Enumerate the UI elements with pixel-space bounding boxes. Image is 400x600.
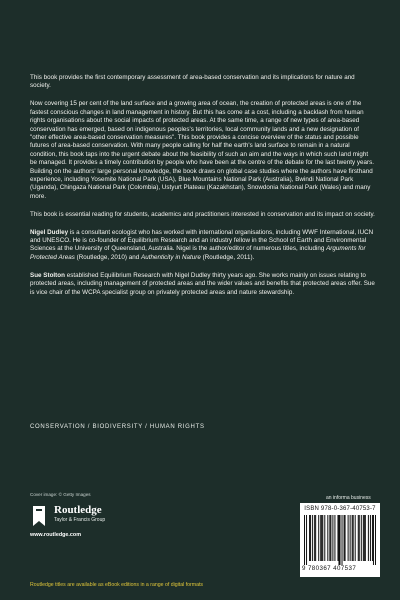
publisher-group: Taylor & Francis Group bbox=[54, 517, 106, 523]
barcode-bar bbox=[373, 515, 374, 565]
barcode-bar bbox=[365, 515, 366, 561]
isbn-label: ISBN 978-0-367-40753-7 bbox=[304, 506, 376, 512]
barcode-bar bbox=[370, 515, 371, 561]
barcode-bar bbox=[327, 515, 328, 561]
barcode-bar bbox=[348, 515, 349, 561]
publisher-name: Routledge bbox=[54, 504, 102, 516]
barcode-bar bbox=[318, 515, 319, 561]
barcode-bar bbox=[332, 515, 333, 561]
barcode-bar bbox=[330, 515, 331, 561]
barcode-bar bbox=[375, 515, 376, 565]
barcode-bar bbox=[309, 515, 310, 561]
barcode-bar bbox=[368, 515, 369, 561]
barcode-bar bbox=[344, 515, 345, 561]
barcode-bar bbox=[345, 515, 346, 561]
barcode-bar bbox=[355, 515, 356, 561]
barcode-bar bbox=[361, 515, 362, 561]
barcode-bar bbox=[363, 515, 364, 561]
barcode-bar bbox=[372, 515, 373, 561]
routledge-logo-icon bbox=[30, 505, 48, 527]
barcode-bar bbox=[359, 515, 360, 561]
barcode-bar bbox=[358, 515, 359, 561]
book-title: Arguments for Protected Areas bbox=[30, 245, 366, 261]
barcode-bar bbox=[352, 515, 353, 561]
barcode-bar bbox=[320, 515, 321, 561]
author-bio-dudley bbox=[30, 229, 376, 263]
barcode-bar bbox=[315, 515, 316, 561]
book-title: Authenticity in Nature bbox=[141, 253, 201, 261]
barcode-bar bbox=[364, 515, 365, 561]
author-bio-stolton bbox=[30, 272, 376, 297]
ebook-availability-note: Routledge titles are available as eBook editions in a range of digital formats bbox=[30, 582, 204, 588]
barcode-bar bbox=[353, 515, 354, 561]
bio-text: established Equilibrium Research with Nigel Dudley thirty years ago. She works mainly on issues relating to protected areas, including management of protected areas and the wider values and benefits that protected areas offer. Sue is vice chair of the WCPA specialist group on privately protected areas and nature stewardship. bbox=[30, 271, 375, 296]
barcode-bar bbox=[321, 515, 322, 561]
blurb-paragraph-main: Now covering 15 per cent of the land surface and a growing area of ocean, the creation of protected areas is one of the fastest conscious changes in land management in history. But this has come at a cost, including a backlash from human rights organisations about the social impacts of protected areas. At the same time, a range of new types of area-based conservation has emerged, based on indigenous peoples's territories, local community lands and a new designation of "other effective area-based conservation measures". This book provides a concise overview of the status and possible futures of area-based conservation. With many people calling for half the earth's land surface to remain in a natural condition, this book taps into the urgent debate about the feasibility of such an aim and the ways in which such land might be managed. It provides a timely contribution by people who have been at the centre of the debate for the last twenty years. Building on the authors' large personal knowledge, the book draws on global case studies where the authors have firsthand experience, including Yosemite National Park (USA), Blue Mountains National Park (Australia), Bwindi National Park (Uganda), Chingaza National Park (Colombia), Ustyurt Plateau (Kazakhstan), Snowdonia National Park (Wales) and many more. bbox=[30, 100, 375, 200]
author-name-dudley: Nigel Dudley bbox=[30, 228, 69, 236]
author-name-stolton: Sue Stolton bbox=[30, 271, 65, 279]
barcode-bar bbox=[350, 515, 351, 561]
isbn-barcode-panel bbox=[300, 503, 380, 577]
bio-text: (Routledge, 2011). bbox=[200, 253, 255, 261]
barcode-bar bbox=[322, 515, 323, 561]
barcode-bar bbox=[342, 515, 343, 565]
blurb-paragraph-intro: This book provides the first contemporary assessment of area-based conservation and its implications for nature and society. bbox=[30, 74, 355, 90]
barcode-bar bbox=[329, 515, 330, 561]
barcode-bar bbox=[306, 515, 307, 565]
blurb-text bbox=[30, 74, 376, 306]
barcode-bar bbox=[310, 515, 311, 561]
barcode-bar bbox=[337, 515, 338, 561]
publisher-url: www.routledge.com bbox=[30, 532, 82, 538]
barcode-bar bbox=[324, 515, 325, 561]
barcode-digits: 9 780367 407537 bbox=[302, 565, 357, 572]
barcode-bar bbox=[338, 515, 339, 565]
barcode-bar bbox=[314, 515, 315, 561]
bio-text: is a consultant ecologist who has worked with international organisations, including WWF International, IUCN and UNESCO. He is co-founder of Equilibrium Research and an industry fellow in the School of Earth and Environmental Sciences at the University of Queensland, Australia. Nigel is the author/editor of numerous titles, including bbox=[30, 228, 374, 253]
informa-business-note: an informa business bbox=[326, 495, 371, 501]
publisher-block bbox=[30, 503, 150, 543]
barcode-bar bbox=[312, 515, 313, 561]
barcode-bar bbox=[339, 515, 340, 565]
bio-text: (Routledge, 2010) and bbox=[74, 253, 142, 261]
barcode-bar bbox=[304, 515, 305, 565]
blurb-paragraph-audience: This book is essential reading for students, academics and practitioners interested in conservation and its impact on society. bbox=[30, 210, 375, 218]
barcode-icon bbox=[304, 515, 376, 565]
cover-image-credit: Cover image: © Getty Images bbox=[30, 492, 91, 497]
subject-categories: CONSERVATION / BIODIVERSITY / HUMAN RIGHTS bbox=[30, 424, 205, 430]
barcode-bar bbox=[334, 515, 335, 561]
